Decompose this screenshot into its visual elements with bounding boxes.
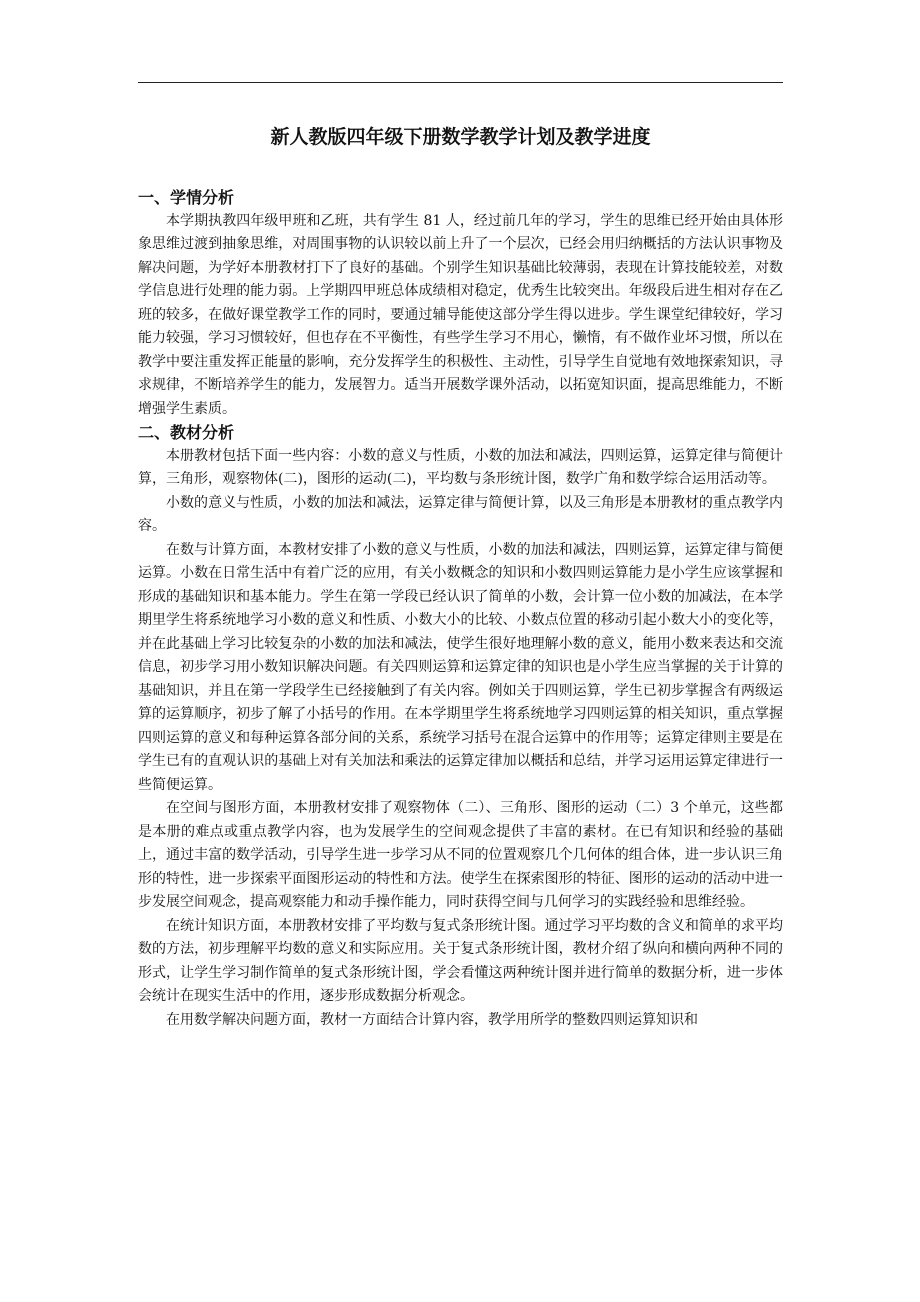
document-body	[138, 186, 783, 1032]
paragraph: 小数的意义与性质，小数的加法和减法，运算定律与简便计算，以及三角形是本册教材的重点教学内容。	[138, 494, 783, 534]
document-title: 新人教版四年级下册数学教学计划及教学进度	[270, 126, 651, 148]
section-heading: 二、教材分析	[138, 423, 235, 442]
section-heading: 一、学情分析	[138, 188, 235, 207]
section-textbook-analysis	[138, 421, 783, 1032]
paragraph: 在数与计算方面，本教材安排了小数的意义与性质，小数的加法和减法，四则运算，运算定律与简便运算。小数在日常生活中有着广泛的应用，有关小数概念的知识和小数四则运算能力是小学生应该掌握和形成的基础知识和基本能力。学生在第一学段已经认识了简单的小数，会计算一位小数的加减法，在本学期里学生将系统地学习小数的意义和性质、小数大小的比较、小数点位置的移动引起小数大小的变化等，并在此基础上学习比较复杂的小数的加法和减法，使学生很好地理解小数的意义，能用小数来表达和交流信息，初步学习用小数知识解决问题。有关四则运算和运算定律的知识也是小学生应当掌握的关于计算的基础知识，并且在第一学段学生已经接触到了有关内容。例如关于四则运算，学生已初步掌握含有两级运算的运算顺序，初步了解了小括号的作用。在本学期里学生将系统地学习四则运算的相关知识，重点掌握四则运算的意义和每种运算各部分间的关系，系统学习括号在混合运算中的作用等；运算定律则主要是在学生已有的直观认识的基础上对有关加法和乘法的运算定律加以概括和总结，并学习运用运算定律进行一些简便运算。	[138, 541, 783, 793]
paragraph: 在空间与图形方面，本册教材安排了观察物体（二）、三角形、图形的运动（二）3 个单元，这些都是本册的难点或重点教学内容，也为发展学生的空间观念提供了丰富的素材。在已有知识和经验的基础上，通过丰富的数学活动，引导学生进一步学习从不同的位置观察几个几何体的组合体，进一步认识三角形的特性，进一步探索平面图形运动的特性和方法。使学生在探索图形的特征、图形的运动的活动中进一步发展空间观念，提高观察能力和动手操作能力，同时获得空间与几何学习的实践经验和思维经验。	[138, 800, 783, 910]
header-rule	[138, 82, 783, 83]
section-student-analysis	[138, 186, 783, 421]
paragraph: 本学期执教四年级甲班和乙班，共有学生 81 人，经过前几年的学习，学生的思维已经开始由具体形象思维过渡到抽象思维，对周围事物的认识较以前上升了一个层次，已经会用归纳概括的方法认识事物及解决问题，为学好本册教材打下了良好的基础。个别学生知识基础比较薄弱，表现在计算技能较差，对数学信息进行处理的能力弱。上学期四甲班总体成绩相对稳定，优秀生比较突出。年级段后进生相对存在乙班的较多，在做好课堂教学工作的同时，要通过辅导能使这部分学生得以进步。学生课堂纪律较好，学习能力较强，学习习惯较好，但也存在不平衡性，有些学生学习不用心，懒惰，有不做作业坏习惯，所以在教学中要注重发挥正能量的影响，充分发挥学生的积极性、主动性，引导学生自觉地有效地探索知识，寻求规律，不断培养学生的能力，发展智力。适当开展数学课外活动，以拓宽知识面，提高思维能力，不断增强学生素质。	[138, 212, 783, 417]
paragraph: 在统计知识方面，本册教材安排了平均数与复式条形统计图。通过学习平均数的含义和简单的求平均数的方法，初步理解平均数的意义和实际应用。关于复式条形统计图，教材介绍了纵向和横向两种不同的形式，让学生学习制作简单的复式条形统计图，学会看懂这两种统计图并进行简单的数据分析，进一步体会统计在现实生活中的作用，逐步形成数据分析观念。	[138, 917, 783, 1004]
paragraph: 本册教材包括下面一些内容：小数的意义与性质，小数的加法和减法，四则运算，运算定律与简便计算，三角形，观察物体(二)，图形的运动(二)，平均数与条形统计图，数学广角和数学综合运用活动等。	[138, 447, 783, 487]
paragraph: 在用数学解决问题方面，教材一方面结合计算内容，教学用所学的整数四则运算知识和	[166, 1011, 698, 1028]
